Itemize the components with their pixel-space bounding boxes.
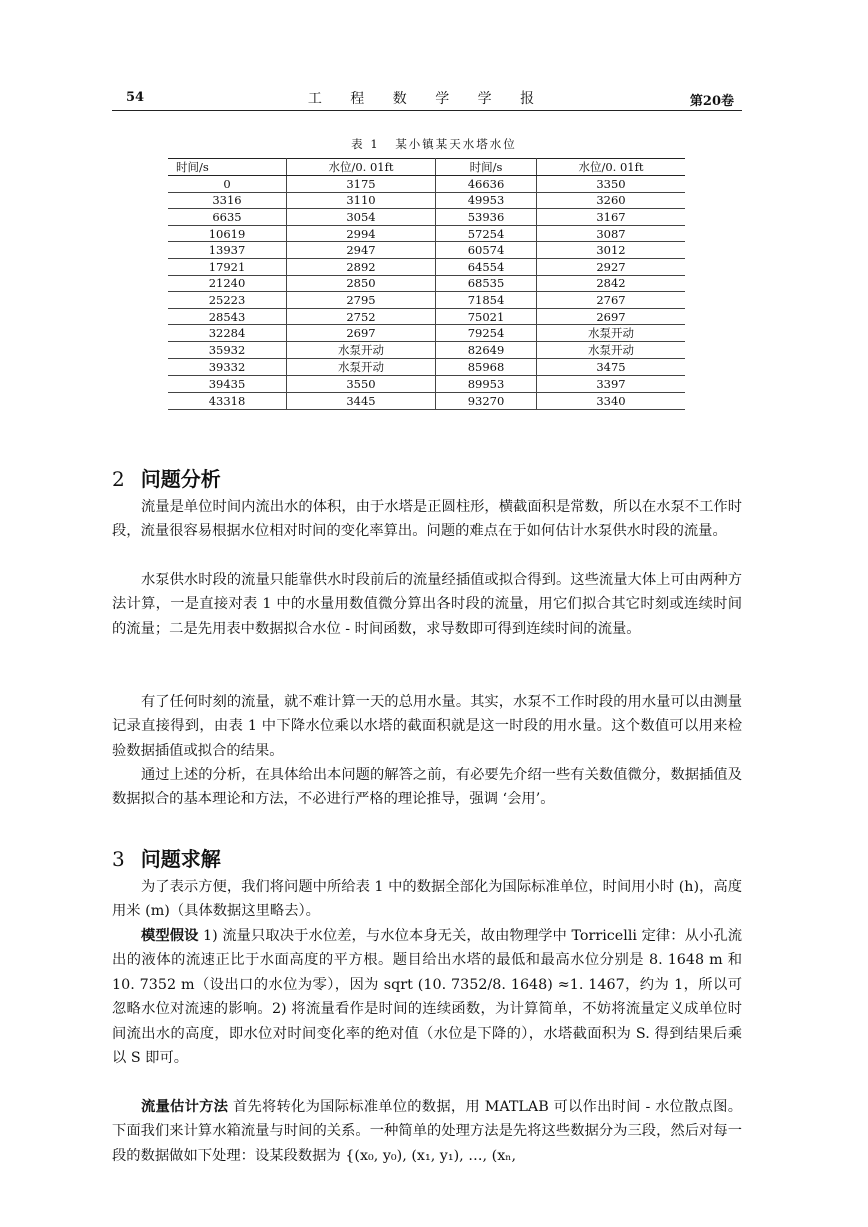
table-row: [168, 342, 685, 359]
table-cell: 3175: [287, 176, 436, 193]
table-cell: 10619: [168, 225, 287, 242]
table-cell: 3110: [287, 192, 436, 209]
column-header: 水位/0. 01ft: [287, 159, 436, 176]
table-row: [168, 275, 685, 292]
paragraph: 为了表示方便，我们将问题中所给表 1 中的数据全部化为国际标准单位，时间用小时 (h)，高度用米 (m)（具体数据这里略去）。: [112, 879, 742, 920]
table-cell: 2767: [537, 292, 686, 309]
table-cell: 85968: [436, 359, 537, 376]
table-cell: 32284: [168, 325, 287, 342]
running-header: [112, 88, 742, 111]
table-row: [168, 209, 685, 226]
table-row: [168, 292, 685, 309]
table-cell: 2927: [537, 258, 686, 275]
table-caption-title: 某小镇某天水塔水位: [395, 137, 517, 151]
table-cell: 82649: [436, 342, 537, 359]
paragraph-label: 流量估计方法: [141, 1099, 229, 1115]
table-cell: 53936: [436, 209, 537, 226]
table-cell: 3012: [537, 242, 686, 259]
table-cell: 水泵开动: [537, 342, 686, 359]
paragraph-label: 模型假设: [141, 928, 199, 944]
table-cell: 3260: [537, 192, 686, 209]
table-caption-number: 表 1: [351, 137, 380, 151]
table-cell: 93270: [436, 392, 537, 409]
table-cell: 3167: [537, 209, 686, 226]
table-header-row: [168, 159, 685, 176]
table-cell: 28543: [168, 308, 287, 325]
table-cell: 35932: [168, 342, 287, 359]
table-cell: 水泵开动: [287, 359, 436, 376]
paragraph: 有了任何时刻的流量，就不难计算一天的总用水量。其实，水泵不工作时段的用水量可以由测量记录直接得到，由表 1 中下降水位乘以水塔的截面积就是这一时段的用水量。这个数值可以用来检验数据插值或拟合的结果。: [112, 694, 742, 759]
section-number: 3: [112, 847, 125, 871]
table-row: [168, 225, 685, 242]
table-cell: 25223: [168, 292, 287, 309]
table-cell: 3397: [537, 376, 686, 393]
table-cell: 3445: [287, 392, 436, 409]
table-cell: 17921: [168, 258, 287, 275]
table-cell: 68535: [436, 275, 537, 292]
table-cell: 64554: [436, 258, 537, 275]
table-row: [168, 325, 685, 342]
table-row: [168, 242, 685, 259]
table-caption: [0, 136, 868, 152]
paragraph: 通过上述的分析，在具体给出本问题的解答之前，有必要先介绍一些有关数值微分，数据插值及数据拟合的基本理论和方法，不必进行严格的理论推导，强调 ‘会用’。: [112, 767, 742, 808]
table-row: [168, 376, 685, 393]
table-cell: 2752: [287, 308, 436, 325]
table-cell: 89953: [436, 376, 537, 393]
table-cell: 水泵开动: [287, 342, 436, 359]
table-cell: 79254: [436, 325, 537, 342]
table-cell: 2697: [287, 325, 436, 342]
table-cell: 6635: [168, 209, 287, 226]
water-level-table: [168, 158, 685, 410]
table-row: [168, 359, 685, 376]
paragraph: 水泵供水时段的流量只能靠供水时段前后的流量经插值或拟合得到。这些流量大体上可由两种方法计算，一是直接对表 1 中的水量用数值微分算出各时段的流量，用它们拟合其它时刻或连续时间的流量；二是先用表中数据拟合水位 - 时间函数，求导数即可得到连续时间的流量。: [112, 572, 742, 637]
table-cell: 3550: [287, 376, 436, 393]
table-cell: 3350: [537, 176, 686, 193]
table-cell: 0: [168, 176, 287, 193]
paragraph: [112, 924, 742, 1070]
journal-title: 工 程 数 学 学 报: [307, 91, 547, 107]
section-title: 问题求解: [140, 847, 221, 871]
table-cell: 43318: [168, 392, 287, 409]
table-cell: 2850: [287, 275, 436, 292]
table-cell: 71854: [436, 292, 537, 309]
table-row: [168, 176, 685, 193]
table-cell: 60574: [436, 242, 537, 259]
page-number: 54: [126, 90, 145, 105]
table-cell: 2842: [537, 275, 686, 292]
paragraph: 流量是单位时间内流出水的体积，由于水塔是正圆柱形，横截面积是常数，所以在水泵不工作时段，流量很容易根据水位相对时间的变化率算出。问题的难点在于如何估计水泵供水时段的流量。: [112, 499, 742, 540]
table-cell: 57254: [436, 225, 537, 242]
table-cell: 39435: [168, 376, 287, 393]
table-cell: 46636: [436, 176, 537, 193]
table-cell: 49953: [436, 192, 537, 209]
table-row: [168, 308, 685, 325]
paragraph-text: 首先将转化为国际标准单位的数据，用 MATLAB 可以作出时间 - 水位散点图。下面我们来计算水箱流量与时间的关系。一种简单的处理方法是先将这些数据分为三段，然后对每一段的数据做如下处理：设某段数据为 {(x₀, y₀), (x₁, y₁), …, (xₙ,: [112, 1099, 743, 1164]
table-cell: 3054: [287, 209, 436, 226]
table-cell: 21240: [168, 275, 287, 292]
section-title: 问题分析: [140, 467, 221, 491]
table-cell: 3087: [537, 225, 686, 242]
table-cell: 2795: [287, 292, 436, 309]
table-body: [168, 176, 685, 410]
table-cell: 39332: [168, 359, 287, 376]
paragraph-text: 1) 流量只取决于水位差，与水位本身无关，故由物理学中 Torricelli 定律：从小孔流出的液体的流速正比于水面高度的平方根。题目给出水塔的最低和最高水位分别是 8. 1648 m 和 10. 7352 m（设出口的水位为零），因为 sqrt (10. 7352/8. 1648) ≈1. 1467，约为 1，所以可忽略水位对流速的影响。2) 将流量看作是时间的连续函数，为计算简单，不妨将流量定义成单位时间流出水的高度，即水位对时间变化率的绝对值（水位是下降的），水塔截面积为 S. 得到结果后乘以 S 即可。: [112, 928, 743, 1067]
table-cell: 3475: [537, 359, 686, 376]
column-header: 时间/s: [436, 159, 537, 176]
table-row: [168, 258, 685, 275]
table-cell: 2697: [537, 308, 686, 325]
paragraph: [112, 1095, 742, 1168]
table-row: [168, 392, 685, 409]
table-cell: 2947: [287, 242, 436, 259]
column-header: 水位/0. 01ft: [537, 159, 686, 176]
table-cell: 水泵开动: [537, 325, 686, 342]
table-cell: 3340: [537, 392, 686, 409]
table-row: [168, 192, 685, 209]
table-cell: 3316: [168, 192, 287, 209]
volume-label: 第20卷: [689, 94, 734, 109]
section-number: 2: [112, 467, 125, 491]
table-cell: 13937: [168, 242, 287, 259]
column-header: 时间/s: [168, 159, 287, 176]
section-3-heading: [112, 843, 221, 872]
section-2-heading: [112, 463, 221, 492]
table-cell: 2994: [287, 225, 436, 242]
table-cell: 2892: [287, 258, 436, 275]
table-cell: 75021: [436, 308, 537, 325]
